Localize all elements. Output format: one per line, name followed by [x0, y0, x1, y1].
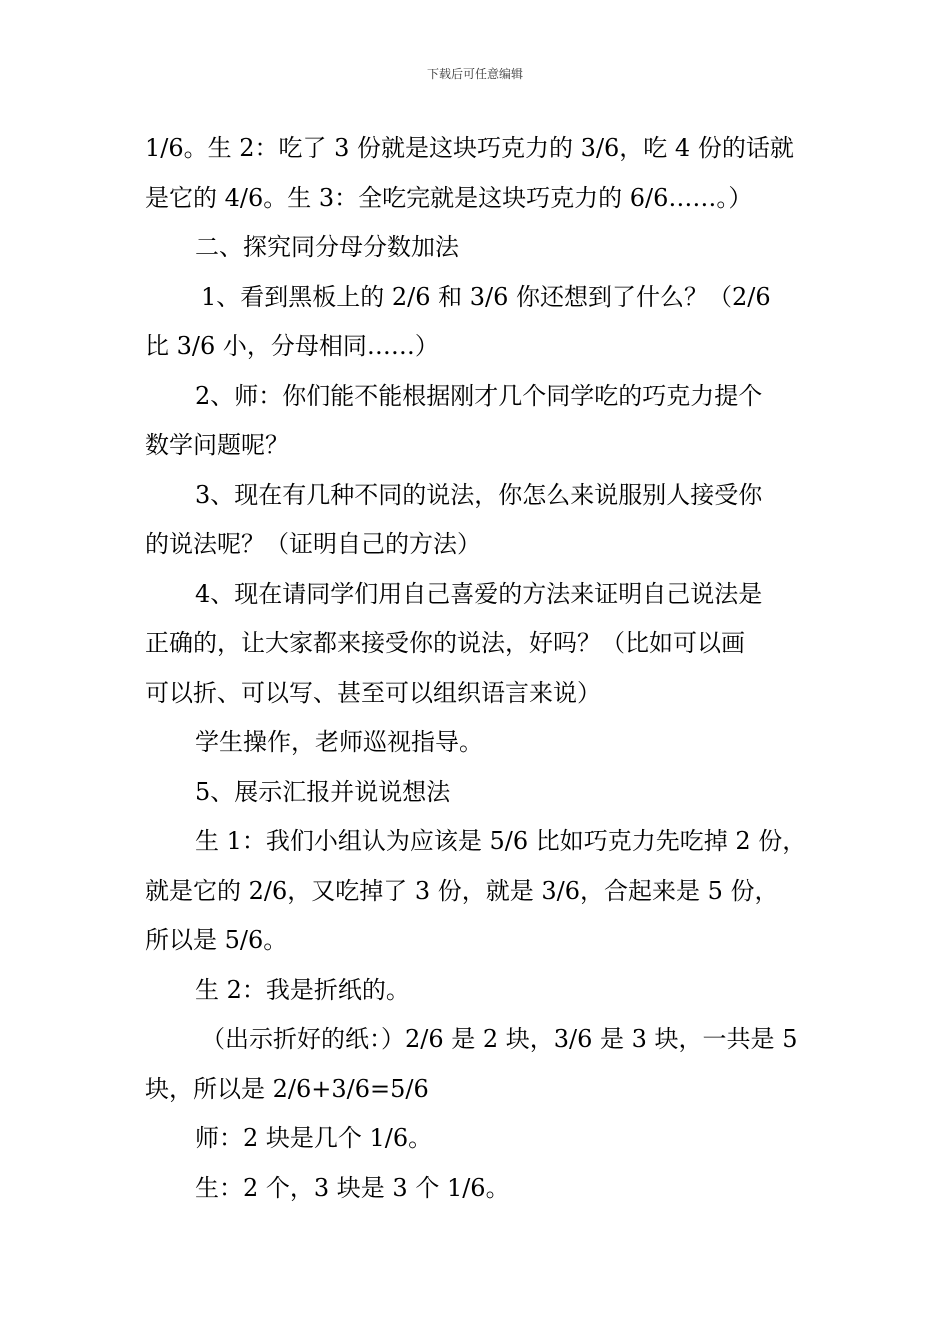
section-heading: 二、探究同分母分数加法: [195, 233, 459, 261]
page-header: 下载后可任意编辑: [426, 67, 523, 81]
text-line: 1、看到黑板上的 2/6 和 3/6 你还想到了什么？（2/6: [201, 282, 771, 311]
document-body: [145, 124, 825, 1213]
text-line: 的说法呢？（证明自己的方法）: [145, 530, 481, 558]
text-line: 1/6。生 2：吃了 3 份就是这块巧克力的 3/6，吃 4 份的话就: [145, 134, 794, 162]
text-line: 师：2 块是几个 1/6。: [195, 1124, 433, 1152]
text-line: 就是它的 2/6，又吃掉了 3 份，就是 3/6，合起来是 5 份，: [145, 876, 779, 905]
text-line: 比 3/6 小，分母相同……）: [145, 332, 439, 360]
text-line: 生 2：我是折纸的。: [195, 975, 410, 1004]
text-line: 4、现在请同学们用自己喜爱的方法来证明自己说法是: [195, 579, 763, 608]
text-line: （出示折好的纸：）2/6 是 2 块，3/6 是 3 块，一共是 5: [201, 1025, 798, 1053]
text-line: 所以是 5/6。: [145, 926, 288, 954]
text-line: 学生操作，老师巡视指导。: [195, 728, 483, 756]
text-line: 5、展示汇报并说说想法: [195, 777, 451, 806]
text-line: 数学问题呢？: [145, 431, 289, 459]
text-line: 生 1：我们小组认为应该是 5/6 比如巧克力先吃掉 2 份，: [195, 827, 807, 855]
text-line: 生：2 个，3 块是 3 个 1/6。: [195, 1173, 510, 1202]
text-line: 2、师：你们能不能根据刚才几个同学吃的巧克力提个: [195, 381, 763, 410]
text-line: 是它的 4/6。生 3：全吃完就是这块巧克力的 6/6……。）: [145, 183, 753, 212]
text-line: 正确的，让大家都来接受你的说法，好吗？（比如可以画: [145, 629, 745, 657]
text-line: 块，所以是 2/6+3/6=5/6: [145, 1074, 429, 1103]
text-line: 3、现在有几种不同的说法，你怎么来说服别人接受你: [195, 480, 763, 509]
text-line: 可以折、可以写、甚至可以组织语言来说）: [145, 678, 601, 707]
